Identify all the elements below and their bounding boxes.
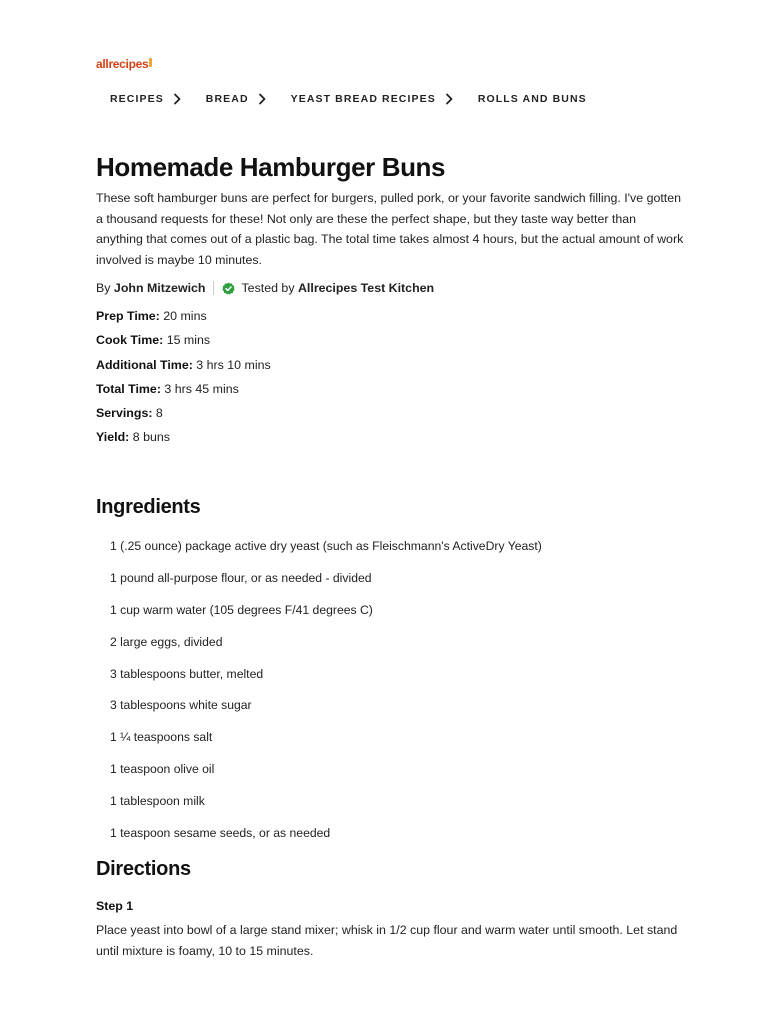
ingredient-item: 1 (.25 ounce) package active dry yeast (such as Fleischmann's ActiveDry Yeast) [110,539,542,553]
byline-divider [213,281,214,295]
step-label: Step 1 [96,899,134,913]
ingredient-item: 1 cup warm water (105 degrees F/41 degrees C) [110,602,373,617]
logo-text: allrecipes [96,57,149,71]
breadcrumb-yeast-bread-recipes[interactable]: YEAST BREAD RECIPES [290,93,436,105]
breadcrumb-rolls-and-buns[interactable]: ROLLS AND BUNS [477,93,587,105]
meta-label: Additional Time: [96,357,193,372]
ingredient-item: 1 teaspoon olive oil [110,762,215,777]
ingredient-item: 1 teaspoon sesame seeds, or as needed [110,826,331,841]
breadcrumb-bread[interactable]: BREAD [205,93,249,105]
meta-value: 8 [155,406,163,421]
tested-prefix: Tested by [241,281,295,295]
chevron-right-icon [442,92,456,106]
meta-label: Servings: [96,406,153,421]
check-badge-icon [222,282,235,295]
allrecipes-logo[interactable] [96,57,152,71]
meta-total-time [96,380,271,404]
logo-mark-icon [149,58,152,67]
recipe-description: These soft hamburger buns are perfect for burgers, pulled pork, or your favorite sandwich filling. I've gotten a thousand requests for these! Not only are these the perfect shape, but they taste way better than anything that comes out of a plastic bag. The total time takes almost 4 hours, but the actual amount of work involved is maybe 10 minutes. [96,191,684,267]
byline [96,279,434,297]
ingredient-item: 1 tablespoon milk [110,794,205,809]
tester-link[interactable]: Allrecipes Test Kitchen [297,281,435,295]
meta-label: Total Time: [96,381,161,396]
ingredient-item: 3 tablespoons white sugar [110,698,252,713]
page-title: Homemade Hamburger Buns [96,152,446,182]
ingredient-item: 2 large eggs, divided [110,634,223,649]
meta-servings [96,404,271,428]
ingredients-list [110,537,542,856]
ingredient-item: 1 ¼ teaspoons salt [110,730,213,745]
meta-value: 3 hrs 45 mins [164,381,239,396]
chevron-right-icon [170,92,184,106]
meta-value: 3 hrs 10 mins [196,357,271,372]
meta-cook-time [96,331,271,355]
meta-value: 20 mins [163,309,207,323]
ingredient-item: 3 tablespoons butter, melted [110,666,264,681]
breadcrumb-recipes[interactable]: RECIPES [110,93,164,105]
directions-heading: Directions [96,858,191,880]
ingredients-heading: Ingredients [96,496,201,518]
meta-label: Cook Time: [96,333,164,348]
author-link[interactable]: John Mitzewich [113,281,206,295]
meta-additional-time [96,356,271,380]
meta-value: 8 buns [132,430,170,445]
meta-yield [96,428,271,452]
ingredient-item: 1 pound all-purpose flour, or as needed - divided [110,570,372,585]
meta-value: 15 mins [166,333,211,348]
meta-prep-time [96,307,271,331]
by-prefix: By [96,281,111,295]
meta-label: Yield: [96,430,130,445]
step-text: Place yeast into bowl of a large stand mixer; whisk in 1/2 cup flour and warm water until smooth. Let stand until mixture is foamy, 10 to 15 minutes. [96,923,678,958]
recipe-meta [96,307,271,453]
meta-label: Prep Time: [96,309,160,323]
breadcrumb [110,90,587,108]
chevron-right-icon [255,92,269,106]
